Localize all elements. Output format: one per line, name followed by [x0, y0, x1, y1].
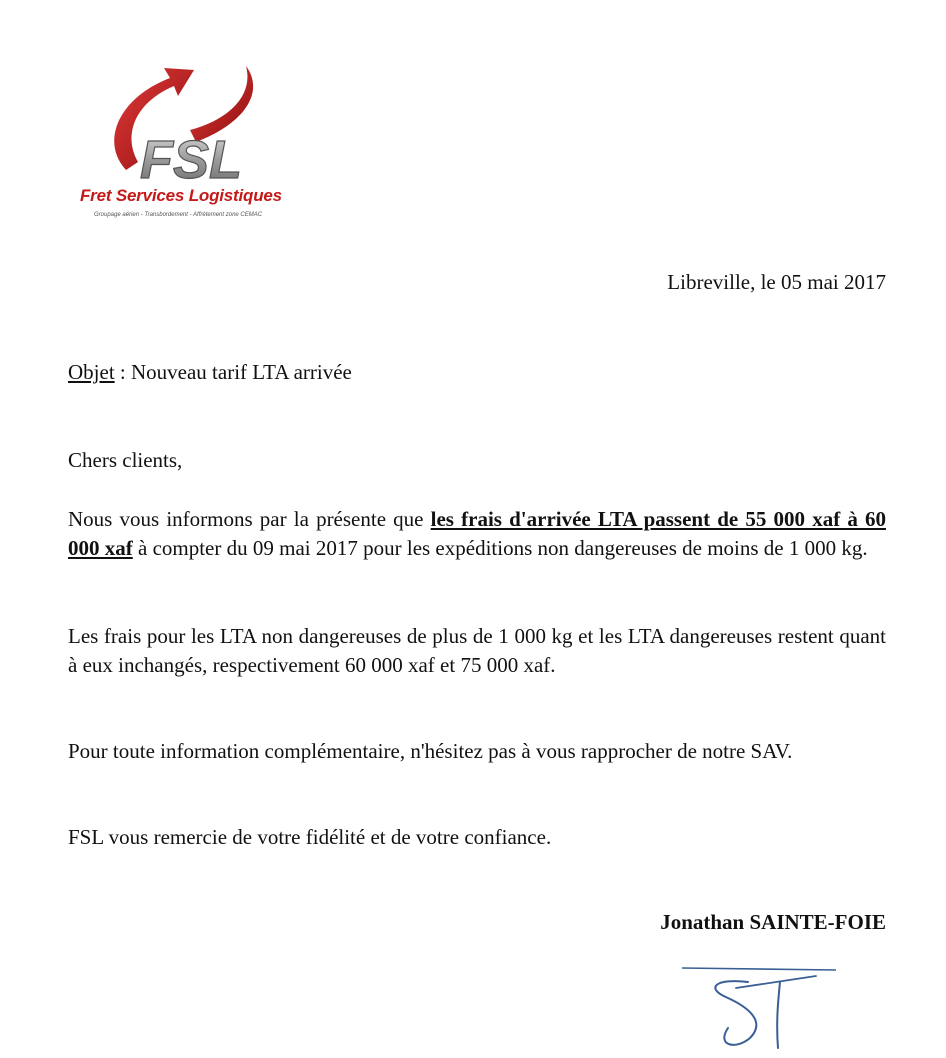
paragraph-unchanged-fees: Les frais pour les LTA non dangereuses de plus de 1 000 kg et les LTA dangereuses restent quant à eux inchangés, respectivement 60 000 xaf et 75 000 xaf.: [68, 624, 886, 677]
greeting: Chers clients,: [68, 448, 183, 472]
paragraph-fee-change: [68, 505, 886, 563]
subject-label: Objet: [68, 360, 115, 384]
company-logo: [78, 50, 318, 230]
handwritten-signature-icon: [676, 958, 846, 1053]
svg-text:FSL: FSL: [140, 130, 242, 190]
subject-text: : Nouveau tarif LTA arrivée: [114, 360, 352, 384]
subject-line: [68, 360, 352, 385]
company-tagline: Groupage aérien - Transbordement - Affrètement zone CEMAC: [94, 212, 263, 218]
signer-name: Jonathan SAINTE-FOIE: [660, 910, 886, 934]
paragraph-fee-change-intro: Nous vous informons par la présente que: [68, 507, 431, 531]
letter-date: Libreville, le 05 mai 2017: [667, 270, 886, 294]
fee-change-highlight: les frais d'arrivée LTA passent de 55 000 xaf à 60 000 xaf: [68, 507, 886, 560]
paragraph-thanks: FSL vous remercie de votre fidélité et de votre confiance.: [68, 825, 552, 849]
company-name: Fret Services Logistiques: [80, 186, 282, 205]
paragraph-fee-change-rest: à compter du 09 mai 2017 pour les expéditions non dangereuses de moins de 1 000 kg.: [132, 536, 868, 560]
paragraph-contact: Pour toute information complémentaire, n'hésitez pas à vous rapprocher de notre SAV.: [68, 739, 793, 763]
